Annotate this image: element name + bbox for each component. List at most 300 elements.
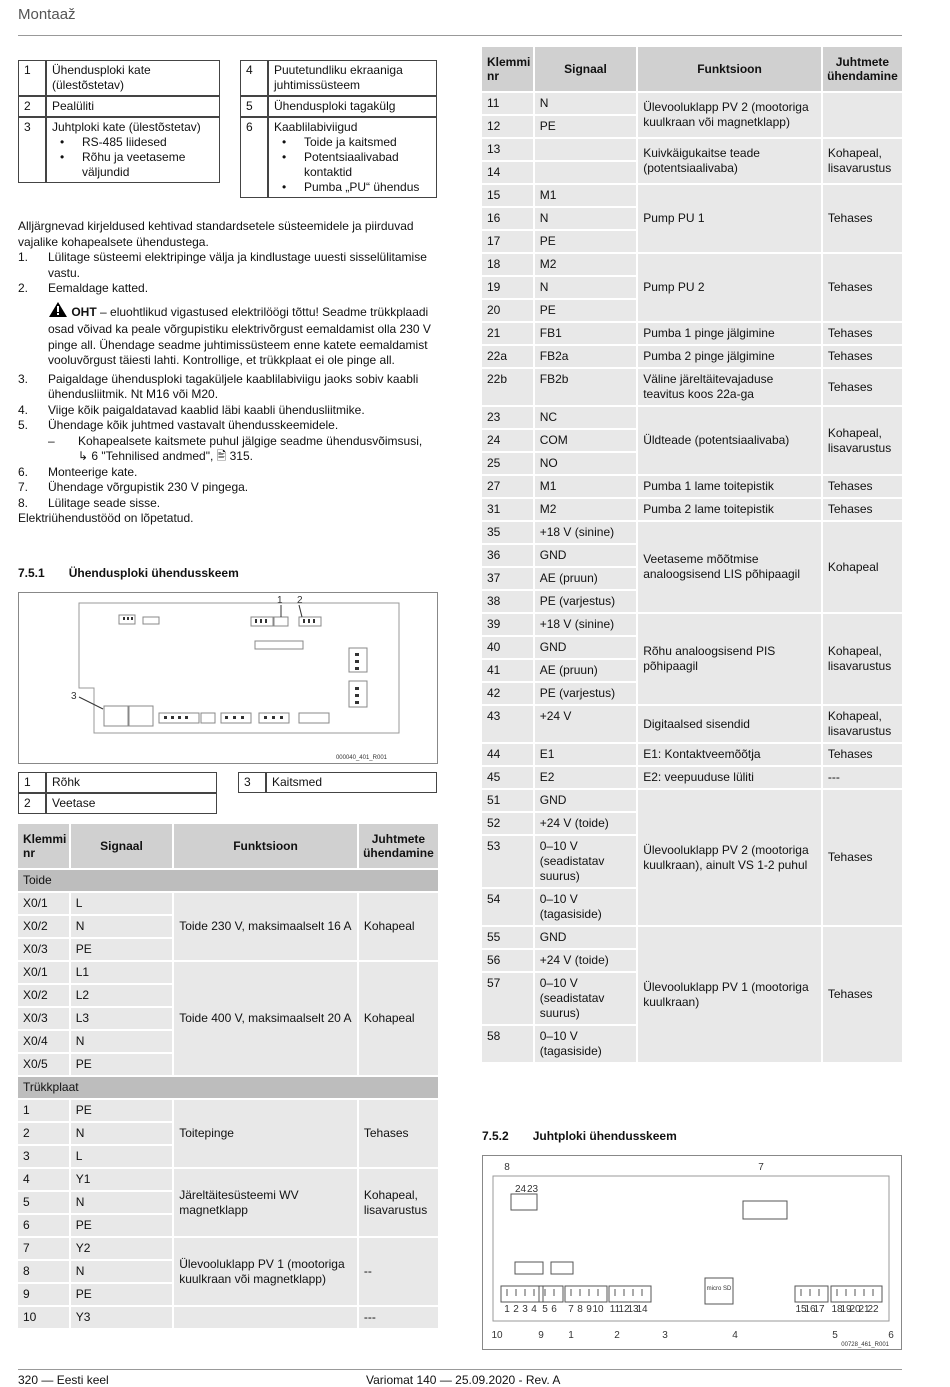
- signal: PE: [71, 939, 172, 960]
- legend-cell: [46, 117, 220, 183]
- terminal-label: 7: [568, 1304, 574, 1315]
- terminal-number: X0/1: [18, 962, 69, 983]
- terminal-number: 12: [482, 116, 533, 137]
- step-number: 4.: [18, 402, 29, 417]
- function: Pumba 2 lame toitepistik: [638, 499, 821, 520]
- function: Pump PU 2: [638, 254, 821, 321]
- signal: FB2a: [535, 346, 636, 367]
- terminal-label: 16: [804, 1304, 816, 1315]
- signal: M1: [535, 476, 636, 497]
- legend-text: Pealüliti: [52, 99, 95, 113]
- signal: E1: [535, 744, 636, 765]
- wiring: Kohapeal: [823, 522, 902, 612]
- wiring: Tehases: [823, 790, 902, 925]
- function: [174, 1307, 357, 1328]
- terminal-number: 52: [482, 813, 533, 834]
- legend-sublist: [52, 135, 214, 180]
- signal: Y1: [71, 1169, 172, 1190]
- terminal-number: 39: [482, 614, 533, 635]
- terminal-label: 13: [627, 1304, 639, 1315]
- klemmi-header: Klemmi nr: [482, 47, 533, 91]
- terminal-number: 57: [482, 973, 533, 1024]
- signal: AE (pruun): [535, 660, 636, 681]
- function: E2: veepuuduse lüliti: [638, 767, 821, 788]
- terminal-number: 38: [482, 591, 533, 612]
- table-row: [482, 93, 902, 114]
- steps-list-2: [18, 372, 438, 434]
- warning-icon: [48, 301, 68, 323]
- legend-row: [240, 117, 437, 198]
- step-number: 3.: [18, 371, 29, 386]
- juhtmete-header: Juhtmete ühendamine: [359, 824, 438, 868]
- terminal-label: 18: [831, 1304, 843, 1315]
- wiring: Kohapeal, lisavarustus: [823, 407, 902, 474]
- terminal-label: 14: [636, 1304, 648, 1315]
- step-number: 8.: [18, 495, 29, 510]
- terminal-number: 10: [18, 1307, 69, 1328]
- terminal-table-right: [480, 45, 904, 1064]
- page-header-title: Montaaž: [18, 6, 76, 23]
- legend-row: [240, 96, 437, 117]
- signal: N: [71, 916, 172, 937]
- function: Ülevooluklapp PV 2 (mootoriga kuulkraan või magnetklapp): [638, 93, 821, 137]
- terminal-label: 2: [513, 1304, 519, 1315]
- callout-2: 2: [297, 595, 303, 606]
- top-terminal-label: 23: [527, 1184, 539, 1195]
- legend-row: [18, 117, 220, 183]
- legend-row: [18, 96, 220, 117]
- signal: PE: [71, 1284, 172, 1305]
- step-number: 1.: [18, 250, 29, 264]
- signal: Y2: [71, 1238, 172, 1259]
- warning-label: OHT: [71, 304, 97, 319]
- section-752-number: 7.5.2: [482, 1129, 509, 1143]
- function: Digitaalsed sisendid: [638, 706, 821, 742]
- function: Ülevooluklapp PV 1 (mootoriga kuulkraan või magnetklapp): [174, 1238, 357, 1305]
- legend-text: Rõhk: [46, 772, 217, 793]
- table-row: [482, 927, 902, 948]
- table-row: [482, 790, 902, 811]
- function: Pumba 2 pinge jälgimine: [638, 346, 821, 367]
- substep-dash: –: [48, 433, 55, 448]
- signal: +24 V (toide): [535, 950, 636, 971]
- signal: N: [71, 1123, 172, 1144]
- signal: N: [71, 1031, 172, 1052]
- terminal-number: 22b: [482, 369, 533, 405]
- table-row: [18, 962, 438, 983]
- callout-1: 1: [277, 595, 283, 606]
- terminal-number: X0/5: [18, 1054, 69, 1075]
- legend-row: [238, 772, 437, 793]
- legend-mid-left: [18, 772, 217, 814]
- terminal-number: 36: [482, 545, 533, 566]
- section-toide-label: Toide: [18, 870, 438, 891]
- terminal-label: 5: [542, 1304, 548, 1315]
- step-text: Lülitage seade sisse.: [48, 495, 161, 510]
- footer-rule: [18, 1369, 902, 1370]
- signal: FB1: [535, 323, 636, 344]
- legend-number: 5: [240, 96, 268, 117]
- function: Veetaseme mõõtmise analoogsisend LIS põhipaagil: [638, 522, 821, 612]
- terminal-number: 43: [482, 706, 533, 742]
- terminal-number: X0/1: [18, 893, 69, 914]
- section-751-title: Ühendusploki ühendusskeem: [68, 566, 239, 580]
- step-number: 2.: [18, 281, 29, 295]
- table-row: [18, 1238, 438, 1259]
- legend-row: [18, 60, 220, 96]
- funktsioon-header: Funktsioon: [174, 824, 357, 868]
- sd-label: micro SD: [706, 1286, 732, 1292]
- legend-cell: [268, 96, 437, 117]
- wiring: Tehases: [823, 744, 902, 765]
- terminal-numbers: [504, 1304, 879, 1315]
- terminal-number: 6: [18, 1215, 69, 1236]
- terminal-number: 51: [482, 790, 533, 811]
- terminal-number: X0/3: [18, 1008, 69, 1029]
- function: Väline järeltäitevajaduse teavitus koos 22a-ga: [638, 369, 821, 405]
- terminal-label: 10: [592, 1304, 604, 1315]
- table-header: [18, 824, 438, 868]
- terminal-label: 22: [867, 1304, 879, 1315]
- figure-id: 000040_401_R001: [335, 755, 387, 761]
- callout-6: 6: [888, 1330, 894, 1341]
- control-block-diagram: [482, 1155, 902, 1350]
- function: Toitepinge: [174, 1100, 357, 1167]
- terminal-number: 16: [482, 208, 533, 229]
- signal: [535, 162, 636, 183]
- function: Toide 400 V, maksimaalselt 20 A: [174, 962, 357, 1075]
- callout-8: 8: [504, 1162, 510, 1173]
- signal: Y3: [71, 1307, 172, 1328]
- legend-text: Kaablilabiviigud: [274, 120, 358, 134]
- top-terminal-numbers: [515, 1184, 539, 1195]
- legend-subitem: • Rõhu ja veetaseme väljundid: [52, 150, 214, 180]
- signal: COM: [535, 430, 636, 451]
- section-752-title: Juhtploki ühendusskeem: [532, 1129, 677, 1143]
- table-row: [482, 369, 902, 405]
- signal: 0–10 V (tagasiside): [535, 889, 636, 925]
- terminal-number: 14: [482, 162, 533, 183]
- juhtmete-header: Juhtmete ühendamine: [823, 47, 902, 91]
- legend-number: 1: [18, 60, 46, 96]
- legend-row: [240, 60, 437, 96]
- signal: FB2b: [535, 369, 636, 405]
- table-row: [18, 893, 438, 914]
- terminal-label: 8: [577, 1304, 583, 1315]
- terminal-number: 45: [482, 767, 533, 788]
- funktsioon-header: Funktsioon: [638, 47, 821, 91]
- signal: N: [535, 277, 636, 298]
- step-text: Lülitage süsteemi elektripinge välja ja kindlustage uuesti sisselülitamise vastu.: [48, 250, 427, 280]
- terminal-label: 4: [531, 1304, 537, 1315]
- signal: M2: [535, 499, 636, 520]
- wiring: Tehases: [823, 323, 902, 344]
- terminal-label: 6: [551, 1304, 557, 1315]
- signal: E2: [535, 767, 636, 788]
- step-text: Viige kõik paigaldatavad kaablid läbi kaabli ühendusliitmike.: [48, 402, 365, 417]
- table-row: [18, 1307, 438, 1328]
- terminal-number: 7: [18, 1238, 69, 1259]
- legend-text: Ühendusploki tagakülg: [274, 99, 396, 113]
- table-row: [482, 254, 902, 275]
- top-terminal-label: 24: [515, 1184, 527, 1195]
- terminal-number: X0/2: [18, 985, 69, 1006]
- step-text: Paigaldage ühendusploki tagaküljele kaablilabiviigu jaoks sobiv kaabli ühendusliitmik. Nt M16 või M20.: [48, 371, 419, 401]
- function: Järeltäitesüsteemi WV magnetklapp: [174, 1169, 357, 1236]
- callout-4: 4: [732, 1330, 738, 1341]
- terminal-number: 3: [18, 1146, 69, 1167]
- terminal-number: 24: [482, 430, 533, 451]
- signal: N: [71, 1192, 172, 1213]
- signal: PE: [71, 1100, 172, 1121]
- table-row: [18, 1169, 438, 1190]
- signal: PE: [71, 1054, 172, 1075]
- wiring: Kohapeal, lisavarustus: [359, 1169, 438, 1236]
- function: Ülevooluklapp PV 1 (mootoriga kuulkraan): [638, 927, 821, 1062]
- step-item: [18, 480, 438, 496]
- substep: [18, 434, 438, 465]
- klemmi-header: Klemmi nr: [18, 824, 69, 868]
- table-row: [482, 185, 902, 206]
- legend-subitem: • Toide ja kaitsmed: [274, 135, 431, 150]
- substep-text: [78, 434, 422, 465]
- terminal-block: [831, 1286, 882, 1302]
- callout-1: 1: [568, 1330, 574, 1341]
- signal: PE: [535, 231, 636, 252]
- table-row: [482, 706, 902, 742]
- signal: GND: [535, 927, 636, 948]
- footer-center: Variomat 140 — 25.09.2020 - Rev. A: [366, 1373, 561, 1387]
- signal: L: [71, 1146, 172, 1167]
- connection-block-diagram: [18, 592, 438, 764]
- table-row: [482, 323, 902, 344]
- wiring: Kohapeal, lisavarustus: [823, 614, 902, 704]
- terminal-block: [795, 1286, 828, 1302]
- signal: PE: [71, 1215, 172, 1236]
- terminal-number: 11: [482, 93, 533, 114]
- terminal-number: X0/3: [18, 939, 69, 960]
- wiring: Tehases: [823, 499, 902, 520]
- function: Üldteade (potentsiaalivaba): [638, 407, 821, 474]
- legend-cell: [268, 60, 437, 96]
- step-text: Eemaldage katted.: [48, 281, 149, 295]
- terminal-number: 21: [482, 323, 533, 344]
- signaal-header: Signaal: [535, 47, 636, 91]
- step-item: [18, 403, 438, 419]
- terminal-number: 5: [18, 1192, 69, 1213]
- signal: 0–10 V (seadistatav suurus): [535, 973, 636, 1024]
- terminal-number: 58: [482, 1026, 533, 1062]
- legend-text: Puutetundliku ekraaniga juhtimissüsteem: [274, 63, 403, 92]
- terminal-number: 4: [18, 1169, 69, 1190]
- terminal-number: 44: [482, 744, 533, 765]
- signal: 0–10 V (seadistatav suurus): [535, 836, 636, 887]
- terminal-number: 54: [482, 889, 533, 925]
- terminal-table-left: [16, 822, 440, 1330]
- callout-7: 7: [758, 1162, 764, 1173]
- terminal-number: 20: [482, 300, 533, 321]
- terminal-label: 21: [858, 1304, 870, 1315]
- callout-3: 3: [662, 1330, 668, 1341]
- signal: PE (varjestus): [535, 683, 636, 704]
- table-row: [482, 744, 902, 765]
- terminal-number: 35: [482, 522, 533, 543]
- wiring: Tehases: [823, 369, 902, 405]
- signal: M1: [535, 185, 636, 206]
- legend-sublist: [274, 135, 431, 195]
- signal: +24 V (toide): [535, 813, 636, 834]
- wiring: Kohapeal: [359, 962, 438, 1075]
- function: Rõhu analoogsisend PIS põhipaagil: [638, 614, 821, 704]
- legend-number: 2: [18, 793, 46, 814]
- signal: AE (pruun): [535, 568, 636, 589]
- section-752-heading: [482, 1129, 677, 1143]
- signal: +18 V (sinine): [535, 522, 636, 543]
- signal: N: [535, 208, 636, 229]
- section-toide: [18, 870, 438, 891]
- terminal-number: 13: [482, 139, 533, 160]
- wiring: ---: [823, 767, 902, 788]
- callout-3: 3: [71, 691, 77, 702]
- function: E1: Kontaktveemõõtja: [638, 744, 821, 765]
- legend-mid-right: [238, 772, 437, 793]
- step-number: 6.: [18, 464, 29, 479]
- table-header: [482, 47, 902, 91]
- section-751-number: 7.5.1: [18, 566, 45, 580]
- callout-5: 5: [832, 1330, 838, 1341]
- intro-text: Alljärgnevad kirjeldused kehtivad standardsetele süsteemidele ja piirduvad vajalike kohapealsete ühendustega.: [18, 219, 414, 249]
- table-row: [482, 476, 902, 497]
- step-item: [18, 281, 438, 297]
- steps-list-3: [18, 465, 438, 512]
- section-trukkplaat-label: Trükkplaat: [18, 1077, 438, 1098]
- signal: N: [71, 1261, 172, 1282]
- step-item: [18, 496, 438, 512]
- signal: +24 V: [535, 706, 636, 742]
- signal: GND: [535, 637, 636, 658]
- signal: NO: [535, 453, 636, 474]
- terminal-number: 17: [482, 231, 533, 252]
- terminal-number: 27: [482, 476, 533, 497]
- terminal-label: 1: [504, 1304, 510, 1315]
- terminal-label: 17: [813, 1304, 825, 1315]
- step-text: Monteerige kate.: [48, 464, 138, 479]
- signaal-header: Signaal: [71, 824, 172, 868]
- terminal-number: X0/4: [18, 1031, 69, 1052]
- table-row: [482, 522, 902, 543]
- terminal-number: 37: [482, 568, 533, 589]
- legend-row: [18, 793, 217, 814]
- warning-block: [18, 301, 438, 369]
- terminal-label: 12: [618, 1304, 630, 1315]
- callout-10: 10: [491, 1330, 503, 1341]
- terminal-number: 19: [482, 277, 533, 298]
- callout-2: 2: [614, 1330, 620, 1341]
- signal: NC: [535, 407, 636, 428]
- function: Kuivkäigukaitse teade (potentsiaalivaba): [638, 139, 821, 183]
- terminal-number: 42: [482, 683, 533, 704]
- step-item: [18, 465, 438, 481]
- wiring: Tehases: [823, 185, 902, 252]
- wiring: ---: [359, 1307, 438, 1328]
- signal: L1: [71, 962, 172, 983]
- substep-ref: ↳ 6 "Tehnilised andmed", 🖹 315.: [78, 449, 253, 463]
- wiring: --: [359, 1238, 438, 1305]
- legend-table-left: [18, 60, 220, 183]
- terminal-number: 55: [482, 927, 533, 948]
- terminal-blocks: [501, 1286, 882, 1302]
- step-text: Ühendage kõik juhtmed vastavalt ühendusskeemidele.: [48, 418, 339, 432]
- legend-text: Ühendusploki kate (ülestõstetav): [52, 63, 151, 92]
- legend-number: 4: [240, 60, 268, 96]
- table-row: [482, 767, 902, 788]
- section-trukkplaat: [18, 1077, 438, 1098]
- done-text: Elektriühendustööd on lõpetatud.: [18, 511, 194, 525]
- legend-cell: [46, 60, 220, 96]
- step-text: Ühendage võrgupistik 230 V pingega.: [48, 480, 249, 494]
- legend-number: 6: [240, 117, 268, 198]
- terminal-label: 15: [795, 1304, 807, 1315]
- terminal-number: 41: [482, 660, 533, 681]
- wiring: Tehases: [823, 927, 902, 1062]
- terminal-number: 25: [482, 453, 533, 474]
- signal: 0–10 V (tagasiside): [535, 1026, 636, 1062]
- function: Pumba 1 pinge jälgimine: [638, 323, 821, 344]
- warning-text: – eluohtlikud vigastused elektrilöögi tõttu! Seadme trükkplaadi osad võivad ka peale võrgupistiku elektrivõrgust eemaldamist olla 230 V pinge all. Ühendage seadme juhtimissüsteem enne katete eemaldamist vooluvõrgust täiesti lahti. Kontrollige, et trükkplaat ei ole pinge all.: [48, 304, 431, 367]
- signal: PE (varjestus): [535, 591, 636, 612]
- table-row: [18, 1100, 438, 1121]
- signal: L: [71, 893, 172, 914]
- wiring: Kohapeal, lisavarustus: [823, 706, 902, 742]
- step-number: 5.: [18, 418, 29, 432]
- terminal-number: 22a: [482, 346, 533, 367]
- table-row: [482, 346, 902, 367]
- signal: N: [535, 93, 636, 114]
- legend-text: Juhtploki kate (ülestõstetav): [52, 120, 201, 134]
- terminal-label: 3: [522, 1304, 528, 1315]
- terminal-label: 11: [609, 1304, 621, 1315]
- terminal-number: 31: [482, 499, 533, 520]
- table-row: [482, 614, 902, 635]
- legend-row: [18, 772, 217, 793]
- step-item: [18, 418, 438, 434]
- table-row: [482, 139, 902, 160]
- terminal-label: 20: [849, 1304, 861, 1315]
- terminal-number: 15: [482, 185, 533, 206]
- terminal-number: 1: [18, 1100, 69, 1121]
- terminal-number: 2: [18, 1123, 69, 1144]
- table-row: [482, 407, 902, 428]
- steps-list-1: [18, 250, 438, 297]
- legend-subitem: • RS-485 liidesed: [52, 135, 214, 150]
- step-number: 7.: [18, 480, 29, 494]
- terminal-number: 8: [18, 1261, 69, 1282]
- terminal-number: 53: [482, 836, 533, 887]
- legend-cell: [46, 96, 220, 117]
- legend-table-right: [240, 60, 437, 198]
- signal: PE: [535, 300, 636, 321]
- figure-id-752: 00728_461_R001: [841, 1342, 889, 1348]
- signal: GND: [535, 545, 636, 566]
- wiring: [823, 93, 902, 137]
- footer-left: 320 — Eesti keel: [18, 1373, 109, 1387]
- function: Ülevooluklapp PV 2 (mootoriga kuulkraan), ainult VS 1-2 puhul: [638, 790, 821, 925]
- terminal-number: 23: [482, 407, 533, 428]
- table-row: [482, 499, 902, 520]
- terminal-number: 18: [482, 254, 533, 275]
- step-item: [18, 372, 438, 403]
- terminal-number: 56: [482, 950, 533, 971]
